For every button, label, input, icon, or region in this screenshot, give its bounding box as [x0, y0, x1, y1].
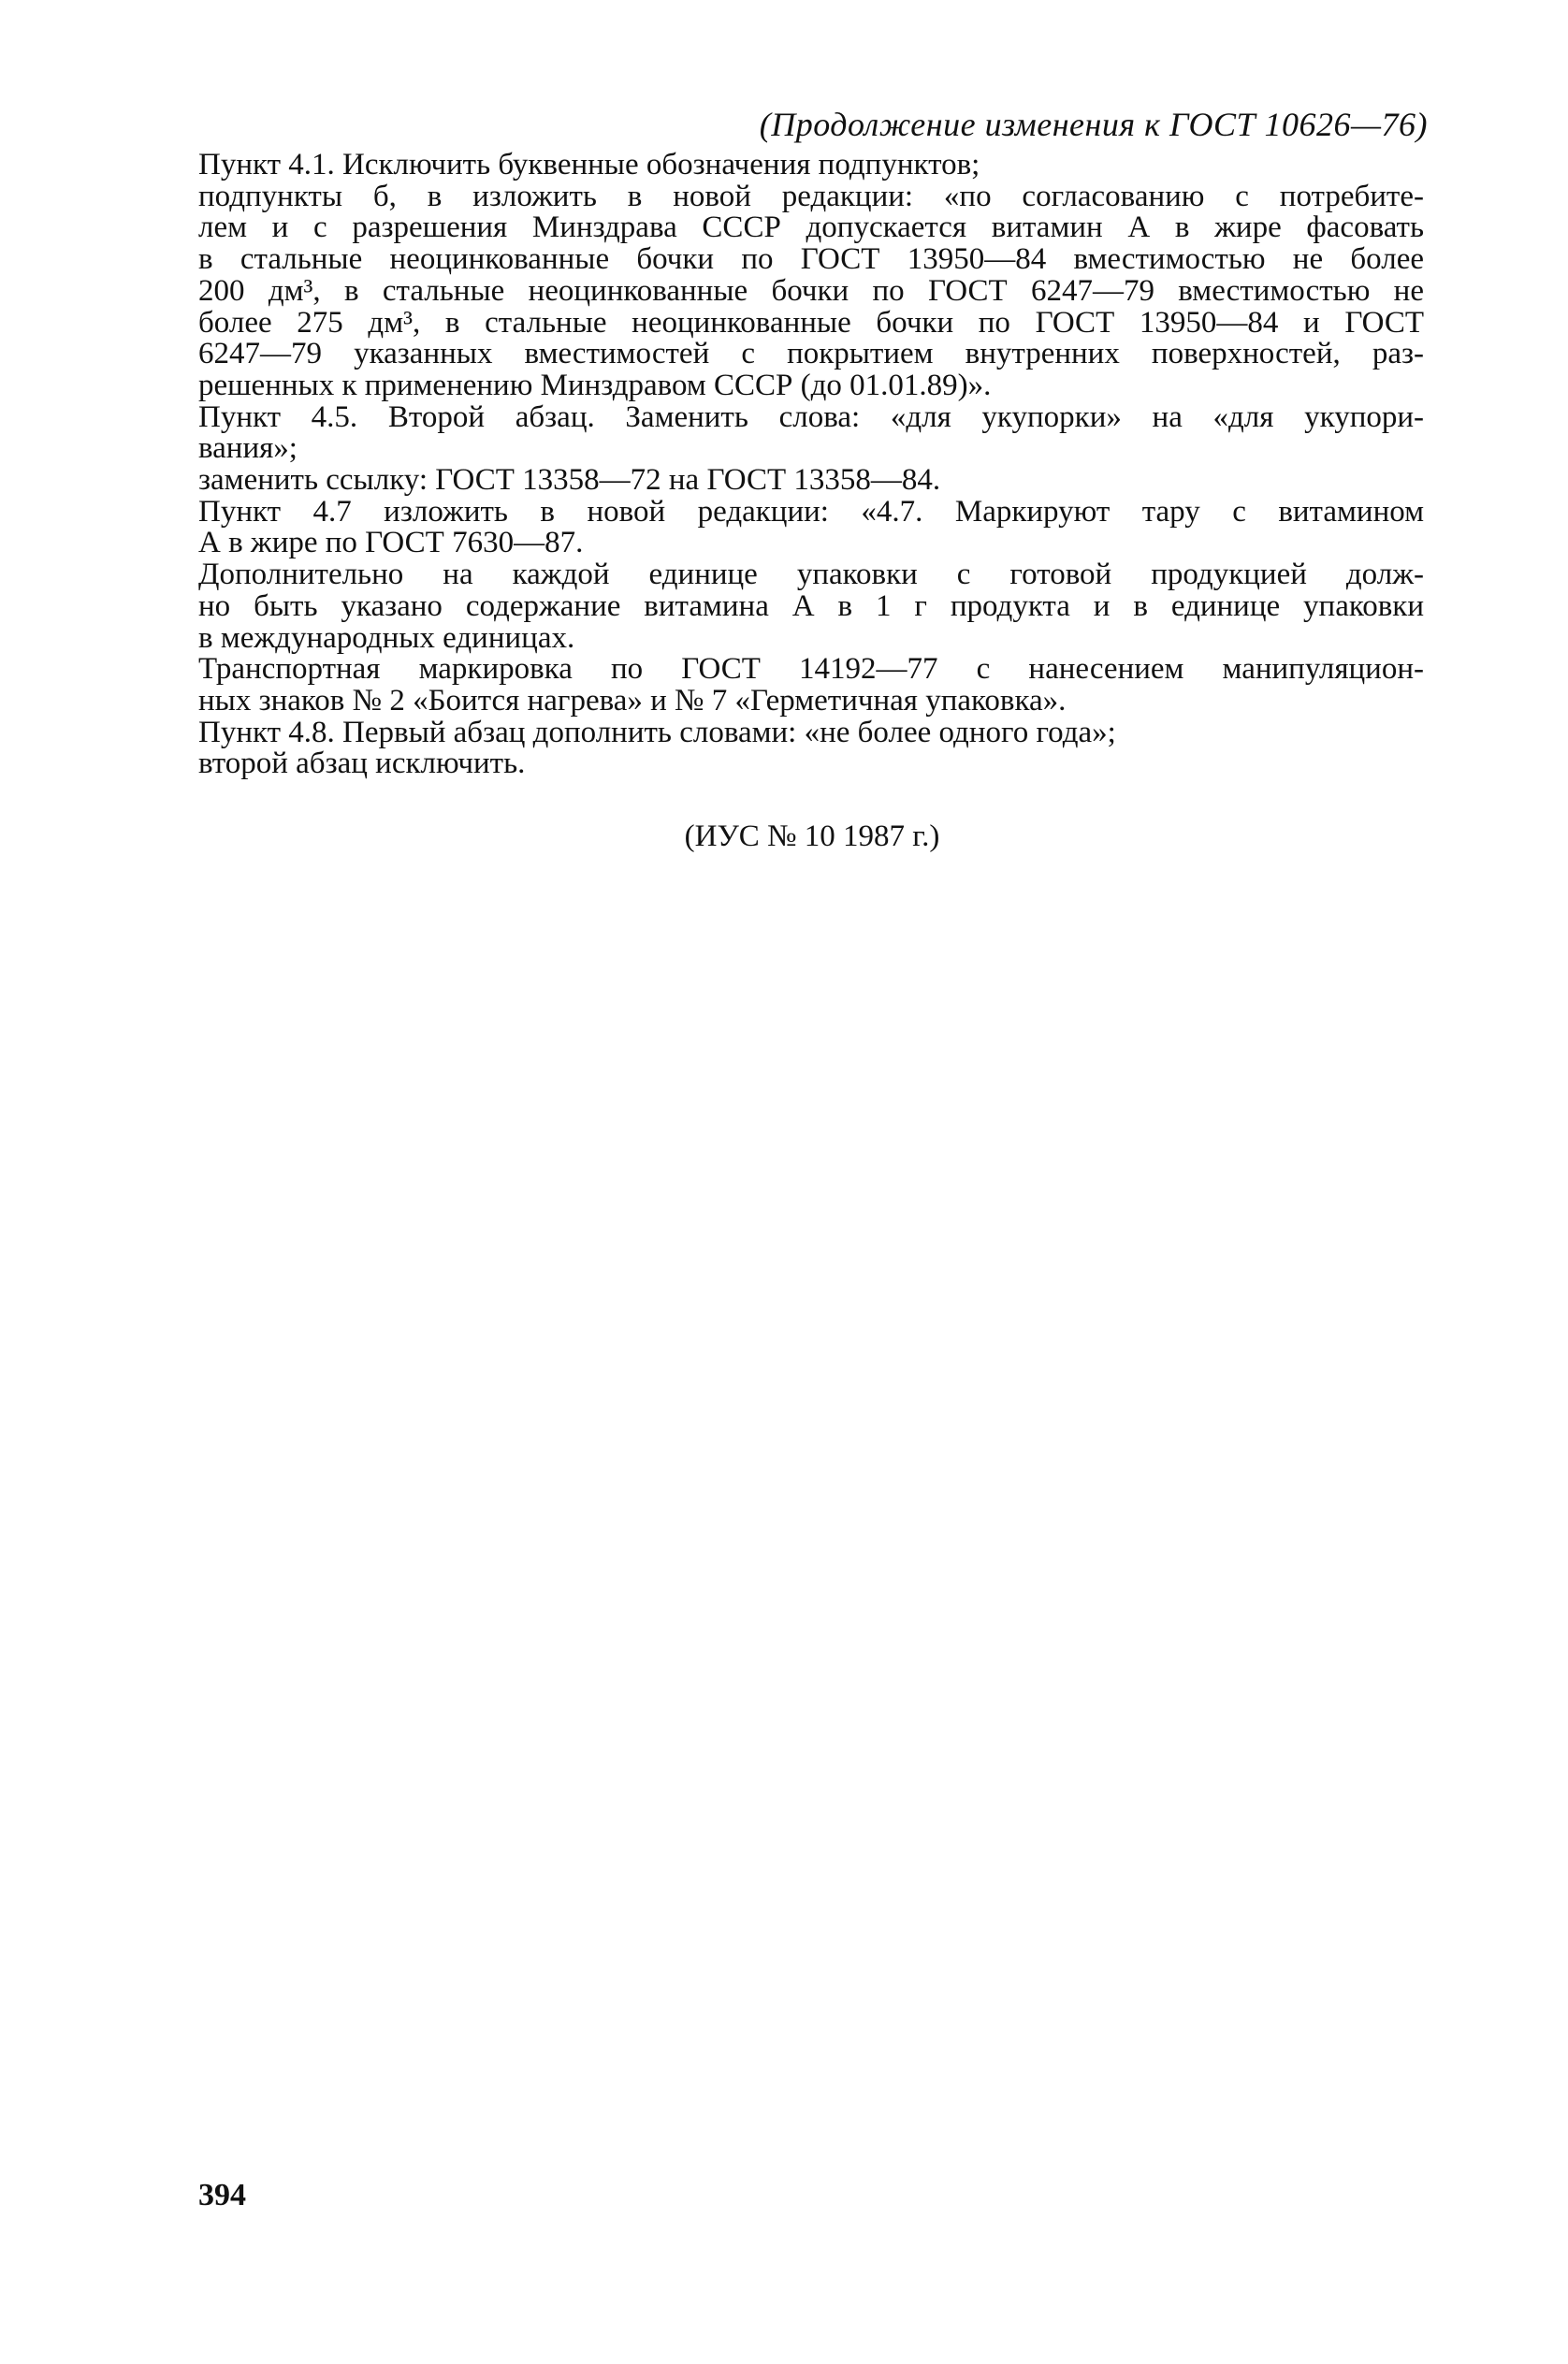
text-line-16: в международных единицах.: [198, 622, 575, 655]
text-line-13: А в жире по ГОСТ 7630—87.: [198, 528, 584, 560]
text-line-10: вания»;: [198, 433, 298, 466]
text-line-4: в стальные неоцинкованные бочки по ГОСТ 13950—84 вместимостью не более: [198, 244, 1424, 276]
text-line-12: Пункт 4.7 изложить в новой редакции: «4.7. Маркируют тару с витамином: [198, 496, 1424, 529]
text-line-20: второй абзац исключить.: [198, 748, 526, 781]
text-line-14: Дополнительно на каждой единице упаковки с готовой продукцией долж-: [198, 559, 1424, 591]
text-line-3: лем и с разрешения Минздрава СССР допускается витамин А в жире фасовать: [198, 212, 1424, 245]
continuation-header: (Продолжение изменения к ГОСТ 10626—76): [759, 106, 1428, 143]
text-line-18: ных знаков № 2 «Боится нагрева» и № 7 «Герметичная упаковка».: [198, 685, 1067, 718]
text-line-1: Пункт 4.1. Исключить буквенные обозначения подпунктов;: [198, 150, 980, 181]
text-line-6: более 275 дм³, в стальные неоцинкованные бочки по ГОСТ 13950—84 и ГОСТ: [198, 307, 1424, 340]
text-line-5: 200 дм³, в стальные неоцинкованные бочки по ГОСТ 6247—79 вместимостью не: [198, 275, 1424, 308]
text-line-11: заменить ссылку: ГОСТ 13358—72 на ГОСТ 13358—84.: [198, 465, 941, 497]
text-line-8: решенных к применению Минздравом СССР (до 01.01.89)».: [198, 370, 992, 402]
amendment-text: [198, 150, 1424, 780]
issue-reference: (ИУС № 10 1987 г.): [684, 819, 940, 853]
text-line-19: Пункт 4.8. Первый абзац дополнить словами: «не более одного года»;: [198, 717, 1116, 749]
text-line-2: подпункты б, в изложить в новой редакции: «по согласованию с потребите-: [198, 181, 1424, 213]
text-line-15: но быть указано содержание витамина А в 1 г продукта и в единице упаковки: [198, 590, 1424, 623]
text-line-9: Пункт 4.5. Второй абзац. Заменить слова: «для укупорки» на «для укупори-: [198, 401, 1424, 434]
text-line-7: 6247—79 указанных вместимостей с покрытием внутренних поверхностей, раз-: [198, 339, 1424, 370]
page-number: 394: [198, 2178, 246, 2212]
text-line-17: Транспортная маркировка по ГОСТ 14192—77 с нанесением манипуляцион-: [198, 654, 1424, 686]
